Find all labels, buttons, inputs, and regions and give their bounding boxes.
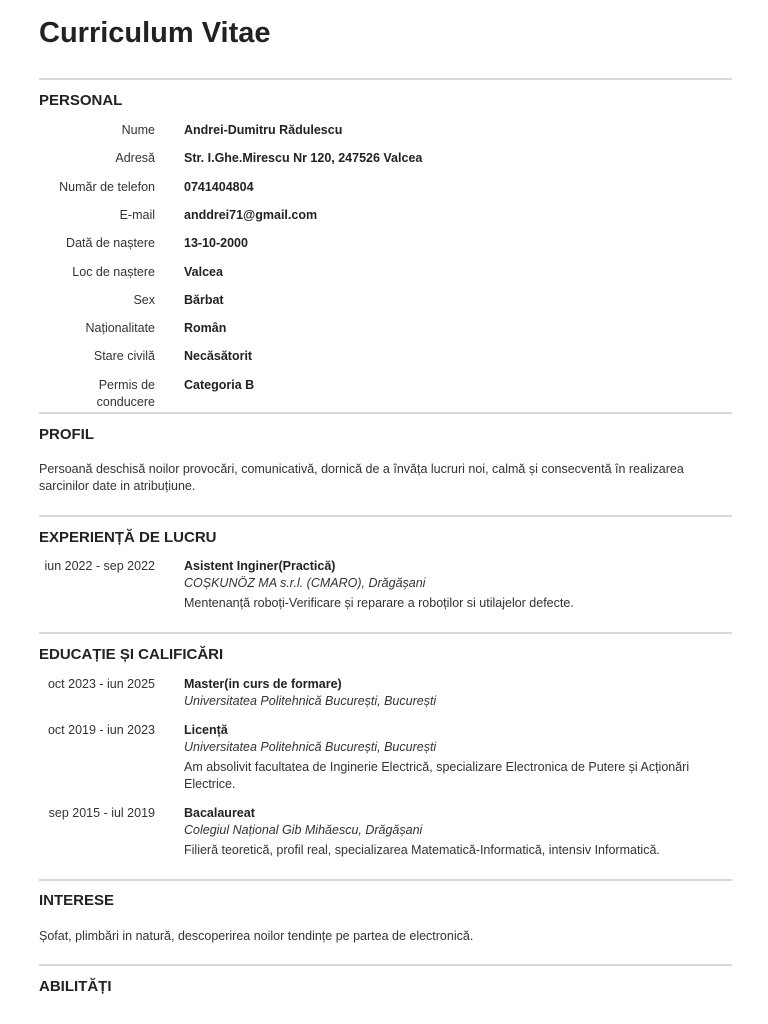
section-title-skills: ABILITĂȚI	[39, 978, 112, 995]
entry-title: Asistent Inginer(Practică)	[184, 559, 336, 573]
field-label: Stare civilă	[93, 349, 155, 363]
section-title-experience: EXPERIENȚĂ DE LUCRU	[39, 529, 217, 546]
field-label: Sex	[133, 293, 155, 307]
interests-text: Șofat, plimbări in natură, descoperirea noilor tendințe pe partea de electronică.	[39, 929, 474, 943]
entry-title: Licență	[184, 723, 228, 737]
section-divider	[39, 964, 732, 966]
field-value: Andrei-Dumitru Rădulescu	[184, 123, 343, 137]
entry-organization: Universitatea Politehnică București, București	[184, 694, 437, 708]
field-label: Naționalitate	[85, 321, 155, 335]
entry-organization: COȘKUNÖZ MA s.r.l. (CMARO), Drăgășani	[184, 576, 426, 590]
section-divider	[39, 879, 732, 881]
section-divider	[39, 632, 732, 634]
section-divider	[39, 78, 732, 80]
field-value: Român	[184, 321, 227, 335]
entry-date: iun 2022 - sep 2022	[44, 559, 155, 573]
entry-title: Bacalaureat	[184, 806, 255, 820]
section-title-personal: PERSONAL	[39, 92, 123, 109]
section-title-interests: INTERESE	[39, 892, 115, 909]
field-label: Adresă	[115, 151, 155, 165]
field-value: Str. I.Ghe.Mirescu Nr 120, 247526 Valcea	[184, 151, 423, 165]
field-label: Loc de naștere	[72, 265, 155, 279]
entry-description: Mentenanță roboți-Verificare și reparare a roboților si utilajelor defecte.	[184, 596, 574, 610]
entry-title: Master(in curs de formare)	[184, 677, 342, 691]
entry-organization: Colegiul Național Gib Mihăescu, Drăgășani	[184, 823, 423, 837]
entry-description: Am absolivit facultatea de Inginerie Electrică, specializare Electronica de Putere și Acționări Electrice.	[184, 760, 690, 791]
field-value: Categoria B	[184, 378, 255, 392]
field-label: Număr de telefon	[59, 180, 155, 194]
field-value: Valcea	[184, 265, 223, 279]
section-divider	[39, 412, 732, 414]
field-value: Bărbat	[184, 293, 224, 307]
section-title-profile: PROFIL	[39, 426, 94, 443]
field-label: Permis de conducere	[96, 378, 155, 409]
field-value: 13-10-2000	[184, 236, 248, 250]
field-value: Necăsătorit	[184, 349, 253, 363]
field-label: E-mail	[119, 208, 155, 222]
field-value: 0741404804	[184, 180, 254, 194]
profile-text: Persoană deschisă noilor provocări, comunicativă, dornică de a învăța lucruri noi, calmă și consecventă în realizarea sarcinilor date in atribuțiune.	[39, 462, 684, 493]
field-value: anddrei71@gmail.com	[184, 208, 318, 222]
entry-organization: Universitatea Politehnică București, București	[184, 740, 437, 754]
entry-description: Filieră teoretică, profil real, specializarea Matematică-Informatică, intensiv Informatică.	[184, 843, 660, 857]
entry-date: oct 2019 - iun 2023	[47, 723, 155, 737]
field-label: Nume	[121, 123, 155, 137]
section-title-education: EDUCAȚIE ȘI CALIFICĂRI	[39, 646, 224, 663]
entry-date: sep 2015 - iul 2019	[48, 806, 155, 820]
section-divider	[39, 515, 732, 517]
entry-date: oct 2023 - iun 2025	[47, 677, 155, 691]
document-title: Curriculum Vitae	[39, 17, 271, 49]
field-label: Dată de naștere	[66, 236, 155, 250]
